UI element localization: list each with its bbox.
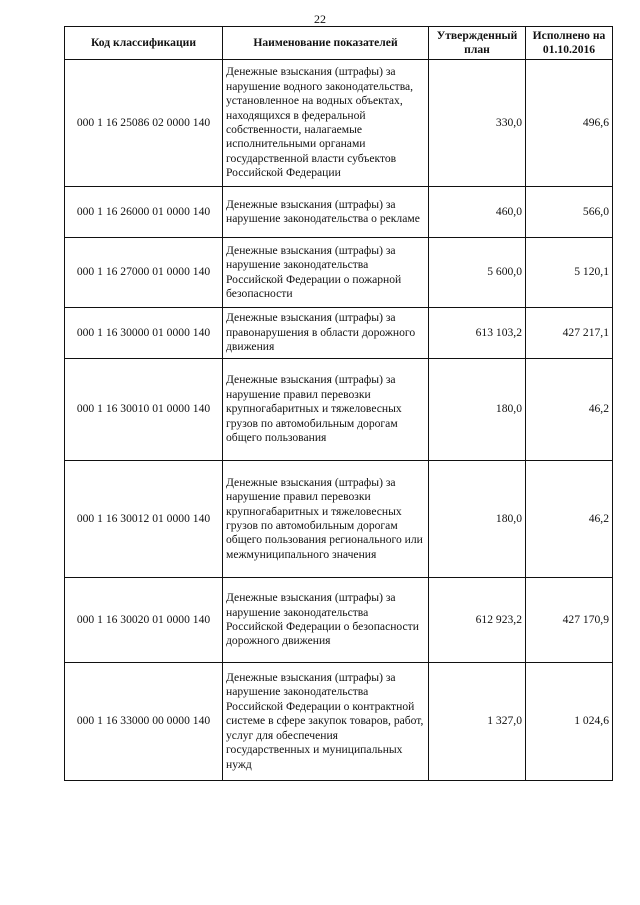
row-plan: 180,0 (429, 359, 526, 461)
row-name: Денежные взыскания (штрафы) за нарушение правил перевозки крупногабаритных и тяжеловесных грузов по автомобильным дорогам общего пользования регионального или межмуниципального значения (223, 461, 429, 578)
row-executed: 496,6 (526, 60, 613, 187)
row-code: 000 1 16 30012 01 0000 140 (65, 461, 223, 578)
row-executed: 566,0 (526, 187, 613, 238)
table-row (65, 578, 613, 663)
row-code: 000 1 16 27000 01 0000 140 (65, 238, 223, 308)
row-name: Денежные взыскания (штрафы) за нарушение законодательства Российской Федерации о безопасности дорожного движения (223, 578, 429, 663)
header-code: Код классификации (65, 27, 223, 60)
table-row (65, 187, 613, 238)
row-plan: 5 600,0 (429, 238, 526, 308)
row-name: Денежные взыскания (штрафы) за правонарушения в области дорожного движения (223, 308, 429, 359)
header-plan: Утвержденный план (429, 27, 526, 60)
row-code: 000 1 16 33000 00 0000 140 (65, 663, 223, 781)
header-executed: Исполнено на 01.10.2016 (526, 27, 613, 60)
row-code: 000 1 16 30000 01 0000 140 (65, 308, 223, 359)
row-executed: 46,2 (526, 461, 613, 578)
row-plan: 330,0 (429, 60, 526, 187)
row-code: 000 1 16 30010 01 0000 140 (65, 359, 223, 461)
row-name: Денежные взыскания (штрафы) за нарушение правил перевозки крупногабаритных и тяжеловесных грузов по автомобильным дорогам общего пользования (223, 359, 429, 461)
table-header-row (65, 27, 613, 60)
table-row (65, 238, 613, 308)
row-plan: 613 103,2 (429, 308, 526, 359)
row-executed: 427 217,1 (526, 308, 613, 359)
revenue-table (64, 26, 613, 781)
row-executed: 5 120,1 (526, 238, 613, 308)
row-name: Денежные взыскания (штрафы) за нарушение законодательства Российской Федерации о пожарной безопасности (223, 238, 429, 308)
row-executed: 427 170,9 (526, 578, 613, 663)
table-row (65, 308, 613, 359)
table-row (65, 663, 613, 781)
row-code: 000 1 16 26000 01 0000 140 (65, 187, 223, 238)
page-number: 22 (314, 12, 326, 26)
row-name: Денежные взыскания (штрафы) за нарушение законодательства Российской Федерации о контрактной системе в сфере закупок товаров, работ, услуг для обеспечения государственных и муниципальных нужд (223, 663, 429, 781)
row-executed: 1 024,6 (526, 663, 613, 781)
row-plan: 612 923,2 (429, 578, 526, 663)
row-name: Денежные взыскания (штрафы) за нарушение водного законодательства, установленное на водных объектах, находящихся в федеральной собственности, налагаемые исполнительными органами государственной власти субъектов Российской Федерации (223, 60, 429, 187)
table-row (65, 461, 613, 578)
table-row (65, 359, 613, 461)
row-plan: 180,0 (429, 461, 526, 578)
table-row (65, 60, 613, 187)
header-name: Наименование показателей (223, 27, 429, 60)
row-code: 000 1 16 30020 01 0000 140 (65, 578, 223, 663)
row-plan: 1 327,0 (429, 663, 526, 781)
row-name: Денежные взыскания (штрафы) за нарушение законодательства о рекламе (223, 187, 429, 238)
row-executed: 46,2 (526, 359, 613, 461)
row-plan: 460,0 (429, 187, 526, 238)
row-code: 000 1 16 25086 02 0000 140 (65, 60, 223, 187)
